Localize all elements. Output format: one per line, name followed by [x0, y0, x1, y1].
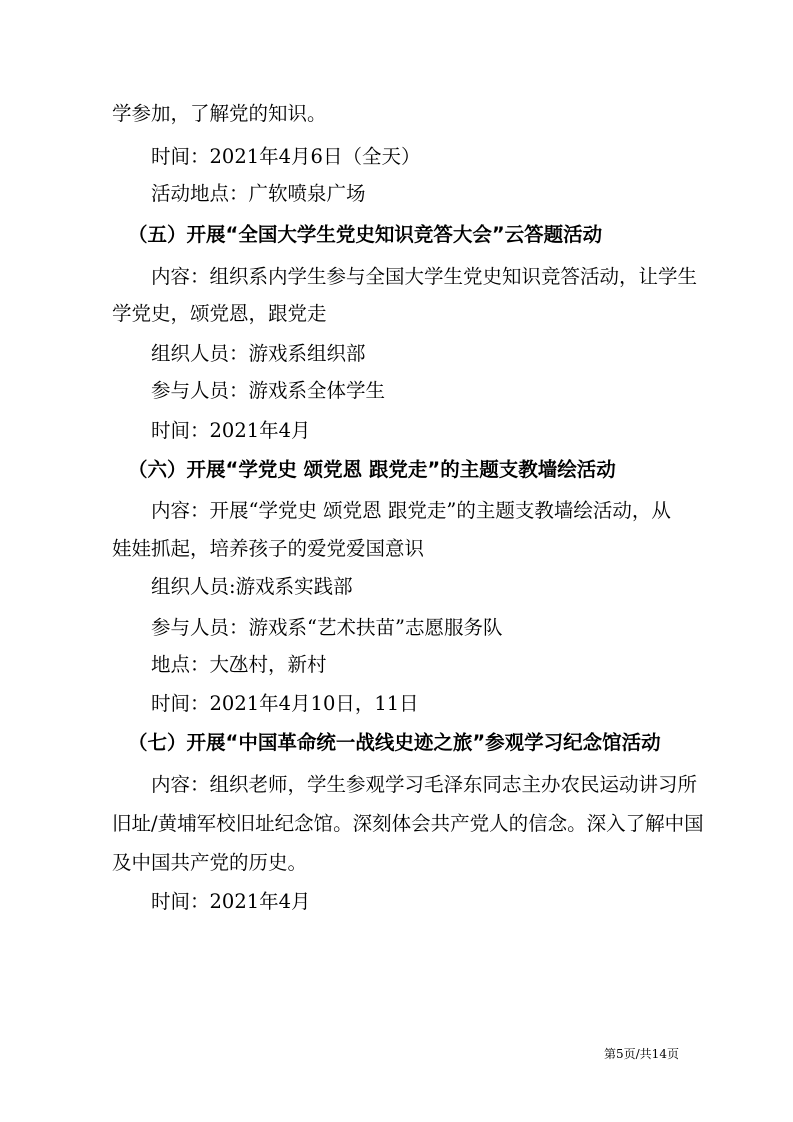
paragraph-continuation: 学参加，了解党的知识。 — [112, 102, 327, 125]
section-6-organizer: 组织人员:游戏系实践部 — [151, 575, 353, 598]
section-7-time: 时间：2021年4月 — [151, 890, 311, 913]
section-7-content-cont: 旧址/黄埔军校旧址纪念馆。深刻体会共产党人的信念。深入了解中国 — [112, 812, 704, 835]
event-time: 时间：2021年4月6日（全天） — [151, 145, 421, 168]
section-6-time: 时间：2021年4月10日，11日 — [151, 692, 419, 715]
section-5-time: 时间：2021年4月 — [151, 419, 311, 442]
section-6-location: 地点：大氹村，新村 — [151, 653, 327, 676]
section-6-content-cont: 娃娃抓起，培养孩子的爱党爱国意识 — [112, 537, 425, 560]
page-number: 第5页/共14页 — [604, 1047, 679, 1061]
section-5-content: 内容：组织系内学生参与全国大学生党史知识竞答活动，让学生 — [151, 265, 698, 288]
section-heading-7: （七）开展“中国革命统一战线史迹之旅”参观学习纪念馆活动 — [128, 731, 661, 754]
section-heading-6: （六）开展“学党史 颂党恩 跟党走”的主题支教墙绘活动 — [128, 458, 616, 481]
section-7-content-cont-2: 及中国共产党的历史。 — [112, 851, 308, 874]
event-location: 活动地点：广软喷泉广场 — [151, 182, 366, 205]
section-heading-5: （五）开展“全国大学生党史知识竞答大会”云答题活动 — [128, 223, 603, 246]
section-6-participants: 参与人员：游戏系“艺术扶苗”志愿服务队 — [151, 616, 503, 639]
section-7-content: 内容：组织老师，学生参观学习毛泽东同志主办农民运动讲习所 — [151, 773, 698, 796]
section-5-organizer: 组织人员：游戏系组织部 — [151, 342, 366, 365]
section-5-content-cont: 学党史，颂党恩，跟党走 — [112, 302, 327, 325]
section-5-participants: 参与人员：游戏系全体学生 — [151, 379, 386, 402]
section-6-content: 内容：开展“学党史 颂党恩 跟党走”的主题支教墙绘活动，从 — [151, 499, 671, 522]
